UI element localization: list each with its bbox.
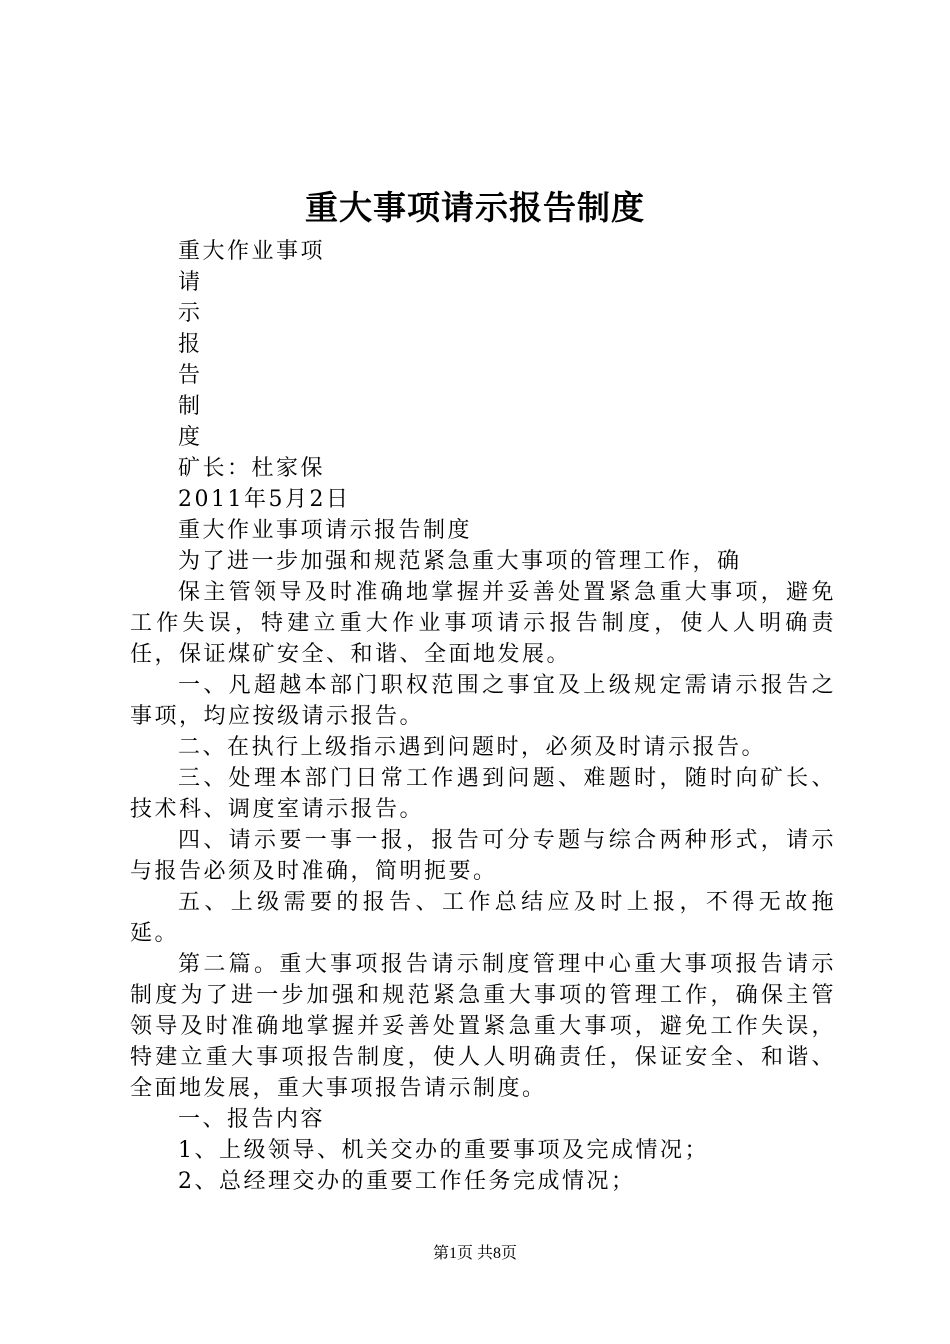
document-title: 重大事项请示报告制度 [305,188,645,227]
cover-line: 报 [178,332,203,357]
body-paragraph: 第二篇。重大事项报告请示制度管理中心重大事项报告请示制度为了进一步加强和规范紧急重大事项的管理工作，确保主管领导及时准确地掌握并妥善处置紧急重大事项，避免工作失误，特建立重大事项报告制度，使人人明确责任，保证安全、和谐、全面地发展，重大事项报告请示制度。 [130,952,836,1101]
intro-line: 为了进一步加强和规范紧急重大事项的管理工作，确 [178,549,742,574]
body-paragraph: 五、上级需要的报告、工作总结应及时上报，不得无故拖延。 [130,890,836,946]
list-item: 1、上级领导、机关交办的重要事项及完成情况； [178,1138,709,1163]
subtitle-line: 重大作业事项请示报告制度 [178,518,473,543]
body-paragraph: 二、在执行上级指示遇到问题时，必须及时请示报告。 [178,735,767,760]
cover-line: 度 [178,425,203,450]
cover-line: 示 [178,301,203,326]
section-heading: 一、报告内容 [178,1107,326,1132]
cover-line: 请 [178,270,203,295]
body-paragraph: 四、请示要一事一报，报告可分专题与综合两种形式，请示与报告必须及时准确，简明扼要。 [130,828,836,884]
body-paragraph: 三、处理本部门日常工作遇到问题、难题时，随时向矿长、技术科、调度室请示报告。 [130,766,836,822]
page-footer: 第1页 共8页 [432,1245,517,1262]
cover-line: 告 [178,363,203,388]
body-paragraph: 保主管领导及时准确地掌握并妥善处置紧急重大事项，避免工作失误，特建立重大作业事项请示报告制度，使人人明确责任，保证煤矿安全、和谐、全面地发展。 [130,580,836,667]
body-paragraph: 一、凡超越本部门职权范围之事宜及上级规定需请示报告之事项，均应按级请示报告。 [130,673,836,729]
date-line: 2011年5月2日 [178,487,351,512]
list-item: 2、总经理交办的重要工作任务完成情况； [178,1169,636,1194]
cover-line: 重大作业事项 [178,239,326,264]
cover-line: 制 [178,394,203,419]
document-body [130,236,836,1197]
signatory-line: 矿长：杜家保 [178,456,326,481]
